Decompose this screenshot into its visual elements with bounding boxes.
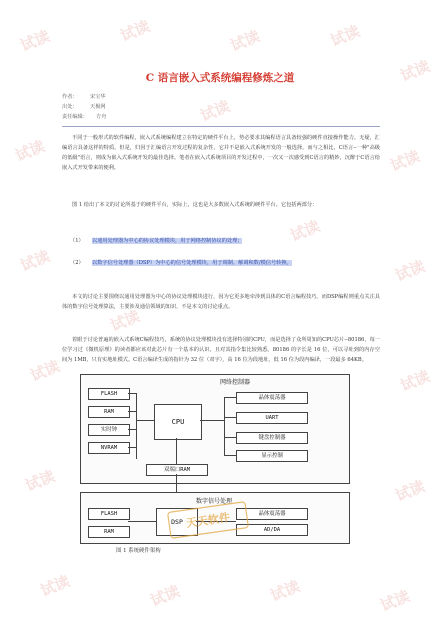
meta-source: 出处： 天极网 <box>62 104 106 110</box>
paragraph-platform: 图 1 给出了本文的讨论所基于的硬件平台，实际上，这也是大多数嵌入式系统的硬件平台。它包括两部分： <box>72 202 318 208</box>
adda-box: AD/DA <box>236 524 308 536</box>
network-controller-title: 网络控制器 <box>220 379 251 386</box>
list-item: （1） 以通用处理器为中心的协议处理模块，用于网络控制协议的处理； <box>70 238 243 244</box>
watermark-text: 试读 <box>37 571 73 600</box>
watermark-text: 试读 <box>12 136 48 165</box>
watermark-text: 试读 <box>147 581 183 610</box>
meta-author: 作者： 宋宝华 <box>62 94 106 100</box>
document-title: C 语言嵌入式系统编程修炼之道 <box>145 72 295 84</box>
dsp-flash-box: FLASH <box>88 508 130 520</box>
watermark-text: 试读 <box>392 256 428 285</box>
watermark-text: 试读 <box>397 56 433 85</box>
watermark-text: 试读 <box>117 16 153 45</box>
watermark-text: 试读 <box>397 366 433 395</box>
figure-caption: 图 1 系统硬件架构 <box>116 548 161 554</box>
paragraph-discussion: 本文的讨论主要围绕以通用处理器为中心的协议处理模块进行，因为它更多地牵涉到具体的C语言编程技巧。而DSP编程则重点关注具体的数字信号处理算法，主要涉及通信领域的知识，不是本文的讨论重点。 <box>62 294 380 310</box>
ram-box: RAM <box>88 406 130 418</box>
watermark-text: 试读 <box>392 476 428 505</box>
nvram-box: NVRAM <box>88 442 130 454</box>
watermark-text: 试读 <box>267 576 303 605</box>
uart-box: UART <box>236 412 308 424</box>
watermark-text: 试读 <box>227 26 263 55</box>
watermark-text: 试读 <box>197 96 233 125</box>
oscillator-box: 晶体震荡器 <box>236 392 308 404</box>
dsp-ram-box: RAM <box>88 526 130 538</box>
watermark-text: 试读 <box>287 216 323 245</box>
list-item: （2） 以数字信号处理器（DSP）为中心的信号处理模块，用于调制、解调和数/模信号转换。 <box>70 260 292 266</box>
watermark-text: 试读 <box>107 306 143 335</box>
watermark-text: 试读 <box>387 146 423 175</box>
dsp-box: DSP <box>156 508 198 536</box>
paragraph-cpu: 着眼于讨论普遍的嵌入式系统C编程技巧，系统的协议处理模块没有选择特别的CPU，而是选择了众所周知的CPU芯片--80186，每一位学习过《微机原理》的读者都应该对此芯片有一个基本的认识，且对其指令集比较熟悉。80186 的字长是 16 位，可以寻址到的内存空间为 1MB，只有实地址模式。C语言编译生成的指针为 32 位（双字），高 16 位为段地址，低 16 位为段内编译，一段最多 64KB。 <box>62 337 380 363</box>
divider <box>62 126 380 127</box>
watermark-text: 试读 <box>27 356 63 385</box>
meta-editor: 责任编辑： 方舟 <box>62 114 107 120</box>
dsp-title: 数字信号处理 <box>196 498 233 505</box>
keyboard-controller-box: 键盘控制器 <box>236 432 308 444</box>
hardware-diagram <box>80 374 350 564</box>
rtc-box: 实时钟 <box>88 424 130 436</box>
watermark-text: 试读 <box>17 26 53 55</box>
watermark-text: 试读 <box>17 246 53 275</box>
cpu-box: CPU <box>154 404 202 440</box>
display-controller-box: 显示控制 <box>236 450 308 462</box>
watermark-text: 试读 <box>22 466 58 495</box>
flash-box: FLASH <box>88 388 130 400</box>
intro-paragraph: 不同于一般形式的软件编程，嵌入式系统编程建立在特定的硬件平台上，势必要求其编程语言具备较强的硬件直接操作能力。无疑，汇编语言具备这样的特质。但是，归因于汇编语言开发过程的复杂性，它并不是嵌入式系统开发的一般选择。而与之相比，C语言--一种"高级的低级"语言，则成为嵌入式系统开发的最佳选择。笔者在嵌入式系统项目的开发过程中，一次又一次感受到C语言的精妙，沉醉于C语言给嵌入式开发带来的便利。 <box>62 135 380 171</box>
watermark-text: 试读 <box>377 586 413 615</box>
dsp-oscillator-box: 晶体震荡器 <box>236 508 308 520</box>
watermark-text: 试读 <box>327 21 363 50</box>
dual-port-ram-box: 双端口RAM <box>146 464 208 476</box>
svg-text:天天软件: 天天软件 <box>185 510 231 530</box>
